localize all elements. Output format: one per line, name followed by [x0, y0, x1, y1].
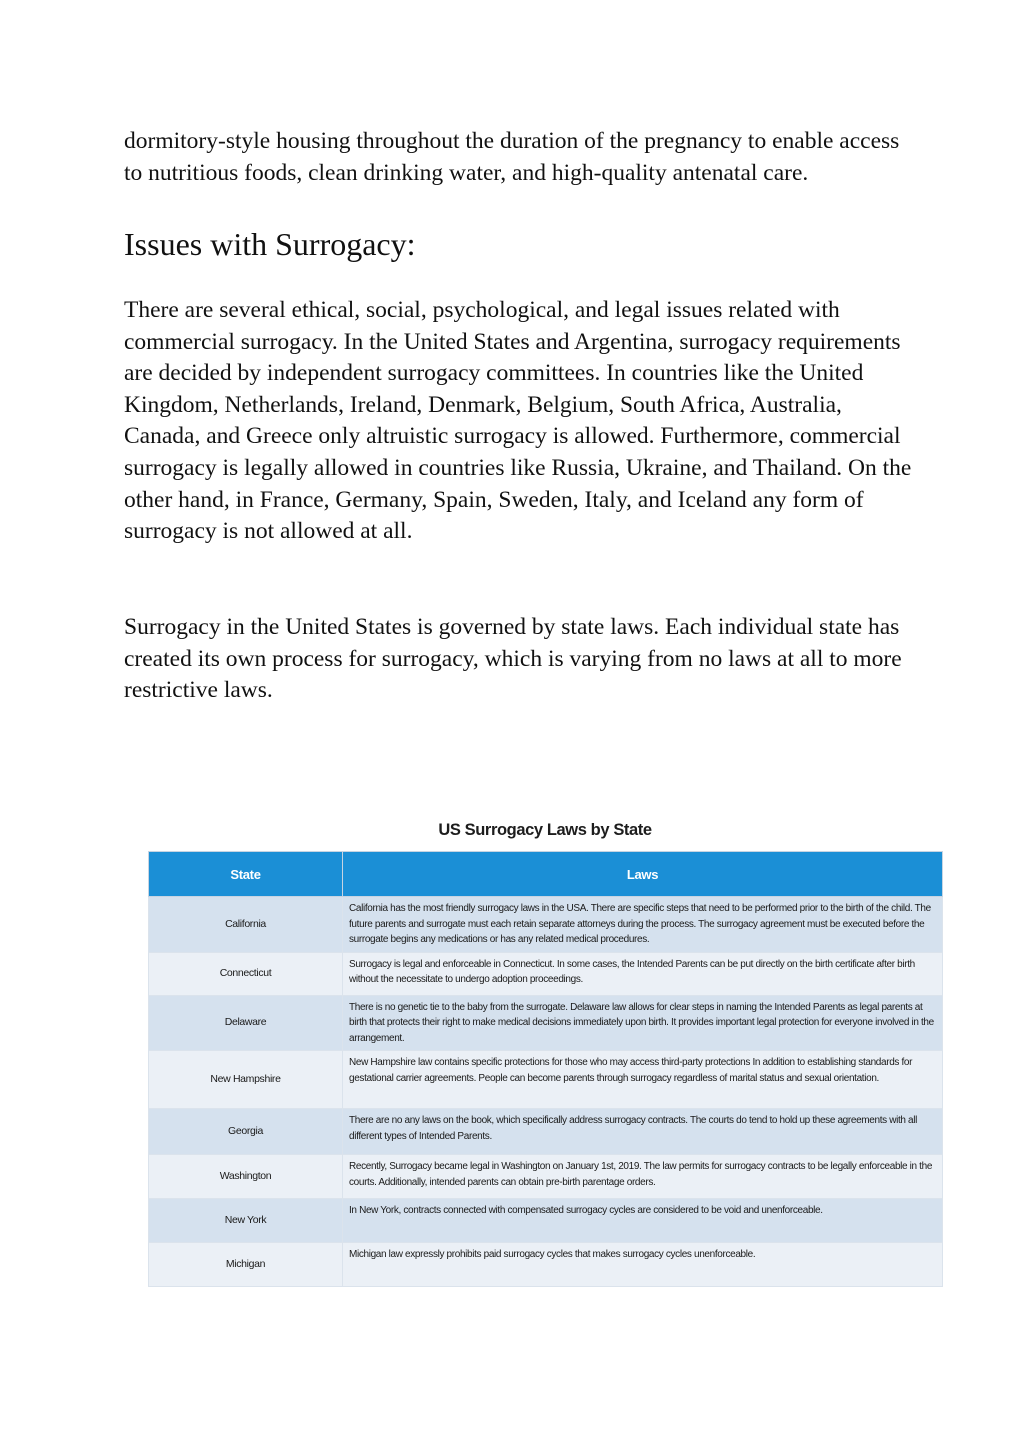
table-row [149, 1199, 943, 1243]
law-cell: There are no any laws on the book, which specifically address surrogacy contracts. The courts do tend to hold up these agreements with all different types of Intended Parents. [343, 1109, 943, 1155]
state-cell: Georgia [149, 1109, 343, 1155]
table-row [149, 1243, 943, 1287]
table-row [149, 897, 943, 953]
table-row [149, 1155, 943, 1199]
table-row [149, 1051, 943, 1109]
state-cell: Connecticut [149, 952, 343, 995]
surrogacy-laws-figure [148, 815, 942, 1287]
law-cell: New Hampshire law contains specific protections for those who may access third-party protections In addition to establishing standards for gestational carrier agreements. People can become parents through surrogacy regardless of marital status and sexual orientation. [343, 1051, 943, 1109]
state-cell: New Hampshire [149, 1051, 343, 1109]
law-cell: In New York, contracts connected with compensated surrogacy cycles are considered to be void and unenforceable. [343, 1199, 943, 1243]
law-cell: There is no genetic tie to the baby from the surrogate. Delaware law allows for clear steps in naming the Intended Parents as legal parents at birth that protects their right to make medical decisions immediately upon birth. It provides important legal protection for everyone involved in the arrangement. [343, 995, 943, 1051]
issues-paragraph: There are several ethical, social, psychological, and legal issues related with commercial surrogacy. In the United States and Argentina, surrogacy requirements are decided by independent surrogacy committees. In countries like the United Kingdom, Netherlands, Ireland, Denmark, Belgium, South Africa, Australia, Canada, and Greece only altruistic surrogacy is allowed. Furthermore, commercial surrogacy is legally allowed in countries like Russia, Ukraine, and Thailand. On the other hand, in France, Germany, Spain, Sweden, Italy, and Iceland any form of surrogacy is not allowed at all. [124, 297, 912, 545]
table-title: US Surrogacy Laws by State [438, 821, 652, 839]
surrogacy-laws-table [148, 851, 943, 1287]
law-cell: Surrogacy is legal and enforceable in Connecticut. In some cases, the Intended Parents can be put directly on the birth certificate after birth without the necessitate to undergo adoption proceedings. [343, 952, 943, 995]
state-cell: New York [149, 1199, 343, 1243]
us-laws-paragraph: Surrogacy in the United States is governed by state laws. Each individual state has created its own process for surrogacy, which is varying from no laws at all to more restrictive laws. [124, 614, 902, 704]
state-cell: California [149, 897, 343, 953]
header-laws: Laws [343, 852, 943, 897]
law-cell: California has the most friendly surrogacy laws in the USA. There are specific steps that need to be performed prior to the birth of the child. The future parents and surrogate must each retain separate attorneys during the process. The surrogacy agreement must be executed before the surrogate begins any medications or has any related medical procedures. [343, 897, 943, 953]
state-cell: Michigan [149, 1243, 343, 1287]
intro-paragraph: dormitory-style housing throughout the duration of the pregnancy to enable access to nutritious foods, clean drinking water, and high-quality antenatal care. [124, 128, 900, 186]
section-heading: Issues with Surrogacy: [124, 226, 416, 262]
state-cell: Delaware [149, 995, 343, 1051]
table-row [149, 995, 943, 1051]
law-cell: Recently, Surrogacy became legal in Washington on January 1st, 2019. The law permits for surrogacy contracts to be legally enforceable in the courts. Additionally, intended parents can obtain pre-birth parentage orders. [343, 1155, 943, 1199]
header-state: State [149, 852, 343, 897]
state-cell: Washington [149, 1155, 343, 1199]
table-header-row [149, 852, 943, 897]
table-row [149, 952, 943, 995]
table-row [149, 1109, 943, 1155]
law-cell: Michigan law expressly prohibits paid surrogacy cycles that makes surrogacy cycles unenforceable. [343, 1243, 943, 1287]
